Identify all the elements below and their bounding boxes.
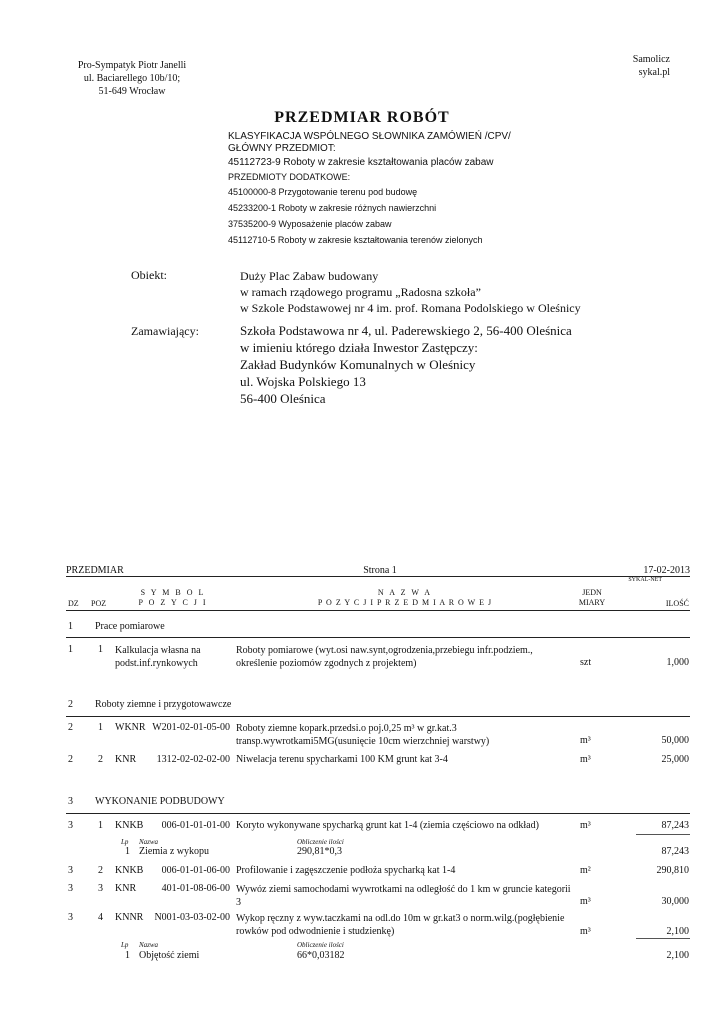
subtotal-line (636, 834, 690, 835)
software-site: sykal.pl (638, 67, 670, 78)
row-poz: 1 (98, 644, 103, 655)
row-name (236, 644, 533, 670)
subcalc-calc: 290,81*0,3 (297, 846, 342, 857)
object-label: Obiekt: (131, 268, 167, 282)
section-number: 1 (68, 621, 73, 632)
row-name-line: transp.wywrotkami5MG(usunięcie 10cm wierzchniej warstwy) (236, 736, 490, 747)
subcalc-lp: 1 (125, 950, 130, 961)
column-symbol-top: S Y M B O L (140, 588, 206, 597)
row-qty: 25,000 (661, 754, 689, 765)
subcalc-calc-label: Obliczenie ilości (297, 941, 344, 949)
cpv-additional-label: PRZEDMIOTY DODATKOWE: (228, 172, 351, 182)
company-city: 51-649 Wrocław (98, 86, 166, 97)
row-code: 006-01-01-01-00 (161, 820, 230, 831)
row-unit: m³ (580, 820, 591, 831)
object-line: w ramach rządowego programu „Radosna szkoła” (240, 285, 481, 299)
row-catalog: KNR (115, 883, 137, 894)
row-name-line: rowków pod odwodnienie i studzienkę) (236, 926, 395, 937)
row-dz: 2 (68, 754, 73, 765)
cpv-code: 45100000-8 Przygotowanie terenu pod budowę (228, 187, 418, 197)
client-label: Zamawiający: (131, 324, 199, 338)
divider (66, 637, 690, 638)
company-street: ul. Baciarellego 10b/10; (83, 73, 181, 84)
row-catalog: KNR (115, 754, 137, 765)
subcalc-lp-label: Lp (121, 941, 129, 949)
section-number: 2 (68, 699, 73, 710)
cpv-heading: KLASYFIKACJA WSPÓLNEGO SŁOWNIKA ZAMÓWIEŃ /CPV/ (228, 131, 511, 142)
divider (66, 813, 690, 814)
row-name (236, 722, 489, 748)
row-dz: 3 (68, 912, 73, 923)
client-line: Zakład Budynków Komunalnych w Oleśnicy (240, 357, 476, 372)
column-unit-top: JEDN (582, 588, 602, 597)
subcalc-qty: 2,100 (666, 950, 689, 961)
row-dz: 1 (68, 644, 73, 655)
row-symbol (115, 644, 201, 670)
subcalc-name-label: Nazwa (139, 941, 159, 949)
row-code: N001-03-03-02-00 (154, 912, 230, 923)
section-title: Prace pomiarowe (95, 621, 165, 632)
row-name-line: Wykop ręczny z wyw.taczkami na odl.do 10m w gr.kat3 o norm.wilg.(pogłębienie (236, 913, 565, 924)
row-unit: m³ (580, 926, 591, 937)
software-name: Samolicz (632, 54, 670, 65)
row-poz: 1 (98, 722, 103, 733)
row-dz: 3 (68, 883, 73, 894)
company-name: Pro-Sympatyk Piotr Janelli (77, 60, 187, 71)
row-qty: 2,100 (666, 926, 689, 937)
client-line: 56-400 Oleśnica (240, 391, 326, 406)
row-qty: 87,243 (661, 820, 689, 831)
row-unit: szt (580, 657, 592, 668)
row-catalog: KNNR (115, 912, 144, 923)
cpv-code: 37535200-9 Wyposażenie placów zabaw (228, 219, 392, 229)
row-code: 1312-02-02-02-00 (156, 754, 230, 765)
client-line: w imieniu którego działa Inwestor Zastępczy: (240, 340, 478, 355)
subcalc-lp: 1 (125, 846, 130, 857)
section-title: WYKONANIE PODBUDOWY (95, 796, 225, 807)
row-catalog: KNKB (115, 865, 144, 876)
row-catalog: KNKB (115, 820, 144, 831)
row-poz: 2 (98, 754, 103, 765)
column-name-bottom: P O Z Y C J I P R Z E D M I A R O W E J (317, 598, 493, 607)
client-line: Szkoła Podstawowa nr 4, ul. Paderewskiego 2, 56-400 Oleśnica (240, 323, 572, 338)
row-name-line: Roboty ziemne kopark.przedsi.o poj.0,25 m³ w gr.kat.3 (236, 723, 457, 734)
row-poz: 3 (98, 883, 103, 894)
subcalc-name: Ziemia z wykopu (139, 846, 209, 857)
row-unit: m² (580, 865, 591, 876)
column-name-top: N A Z W A (377, 588, 433, 597)
row-name: Koryto wykonywane spycharką grunt kat 1-4 (ziemia częściowo na odkład) (236, 820, 539, 831)
row-code: 006-01-01-06-00 (161, 865, 230, 876)
document-title: PRZEDMIAR ROBÓT (274, 109, 450, 126)
row-name (236, 912, 564, 938)
cpv-code: 45112710-5 Roboty w zakresie kształtowania terenów zielonych (228, 235, 483, 245)
subcalc-name-label: Nazwa (139, 838, 159, 846)
row-dz: 3 (68, 865, 73, 876)
cpv-main-code: 45112723-9 Roboty w zakresie kształtowania placów zabaw (228, 157, 494, 168)
company-address (70, 59, 194, 98)
column-unit-bottom: MIARY (578, 598, 606, 607)
row-qty: 1,000 (666, 657, 689, 668)
subcalc-lp-label: Lp (121, 838, 129, 846)
client-description (240, 322, 572, 407)
cpv-main-label: GŁÓWNY PRZEDMIOT: (228, 143, 336, 154)
row-dz: 2 (68, 722, 73, 733)
table-title: PRZEDMIAR (66, 565, 124, 576)
row-unit: m³ (580, 735, 591, 746)
column-poz: POZ (91, 599, 107, 608)
row-dz: 3 (68, 820, 73, 831)
object-description (240, 268, 581, 316)
object-line: w Szkole Podstawowej nr 4 im. prof. Romana Podolskiego w Oleśnicy (240, 301, 581, 315)
cpv-code: 45233200-1 Roboty w zakresie różnych nawierzchni (228, 203, 437, 213)
sykal-tag: SYKAL-NET (628, 577, 662, 583)
subcalc-calc: 66*0,03182 (297, 950, 345, 961)
row-unit: m³ (580, 754, 591, 765)
row-name-line: określenie poziomów zgodnych z projektem) (236, 658, 417, 669)
row-symbol-line: Kalkulacja własna na (115, 645, 201, 656)
row-qty: 30,000 (661, 896, 689, 907)
row-name (236, 883, 571, 909)
column-dz: DZ (68, 599, 79, 608)
row-code: W201-02-01-05-00 (152, 722, 230, 733)
row-catalog: WKNR (115, 722, 146, 733)
row-name: Profilowanie i zagęszczenie podłoża spycharką kat 1-4 (236, 865, 456, 876)
section-title: Roboty ziemne i przygotowawcze (95, 699, 232, 710)
row-qty: 290,810 (656, 865, 689, 876)
divider (66, 610, 690, 611)
print-date: 17-02-2013 (643, 565, 690, 576)
subcalc-name: Objętość ziemi (139, 950, 200, 961)
object-line: Duży Plac Zabaw budowany (240, 269, 379, 283)
subcalc-qty: 87,243 (661, 846, 689, 857)
row-poz: 4 (98, 912, 103, 923)
software-info (600, 53, 670, 79)
row-name: Niwelacja terenu spycharkami 100 KM grunt kat 3-4 (236, 754, 448, 765)
row-symbol-line: podst.inf.rynkowych (115, 658, 198, 669)
column-qty: ILOŚĆ (665, 599, 689, 608)
row-unit: m³ (580, 896, 591, 907)
row-name-line: 3 (236, 897, 241, 908)
divider (66, 576, 690, 577)
row-poz: 1 (98, 820, 103, 831)
cpv-classification (228, 131, 511, 248)
client-line: ul. Wojska Polskiego 13 (240, 374, 366, 389)
subcalc-calc-label: Obliczenie ilości (297, 838, 344, 846)
section-number: 3 (68, 796, 73, 807)
row-code: 401-01-08-06-00 (161, 883, 230, 894)
column-symbol-bottom: P O Z Y C J I (138, 598, 208, 607)
subtotal-line (636, 938, 690, 939)
row-poz: 2 (98, 865, 103, 876)
divider (66, 716, 690, 717)
row-name-line: Wywóz ziemi samochodami wywrotkami na odległość do 1 km w gruncie kategorii (236, 884, 571, 895)
page-number: Strona 1 (363, 565, 397, 576)
row-qty: 50,000 (661, 735, 689, 746)
row-name-line: Roboty pomiarowe (wyt.osi naw.synt,ogrodzenia,przebiegu infr.podziem., (236, 645, 533, 656)
